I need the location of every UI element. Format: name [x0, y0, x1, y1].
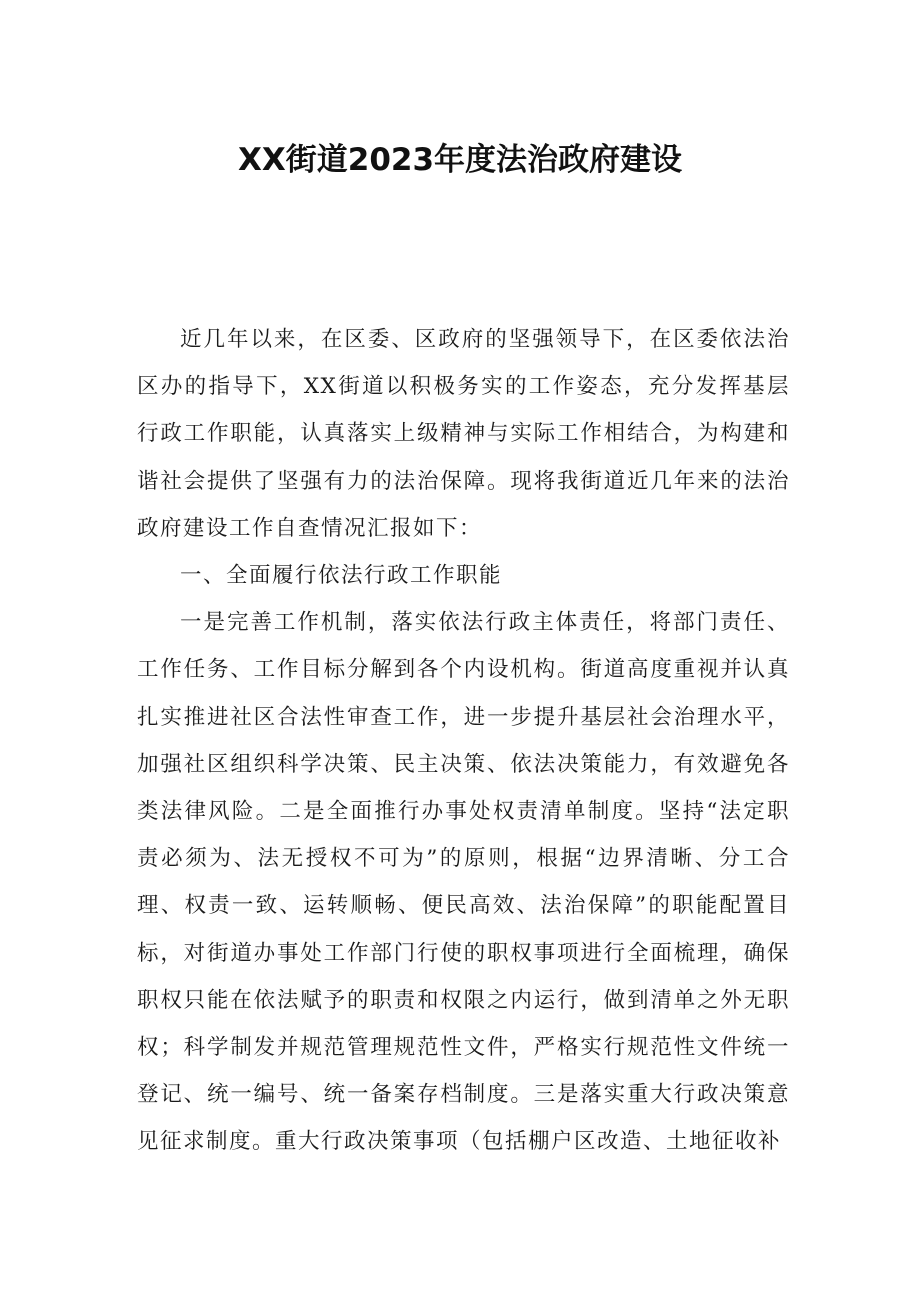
section-heading-1: 一、全面履行依法行政工作职能	[180, 563, 503, 589]
section-1-paragraph: 一是完善工作机制，落实依法行政主体责任，将部门责任、工作任务、工作目标分解到各个内设机构。街道高度重视并认真扎实推进社区合法性审查工作，进一步提升基层社会治理水平，加强社区组织科学决策、民主决策、依法决策能力，有效避免各类法律风险。二是全面推行办事处权责清单制度。坚持“法定职责必须为、法无授权不可为”的原则，根据“边界清晰、分工合理、权责一致、运转顺畅、便民高效、法治保障”的职能配置目标，对街道办事处工作部门行使的职权事项进行全面梳理，确保职权只能在依法赋予的职责和权限之内运行，做到清单之外无职权；科学制发并规范管理规范性文件，严格实行规范性文件统一登记、统一编号、统一备案存档制度。三是落实重大行政决策意见征求制度。重大行政决策事项（包括棚户区改造、土地征收补	[137, 610, 790, 1155]
intro-paragraph: 近几年以来，在区委、区政府的坚强领导下，在区委依法治区办的指导下，XX街道以积极务实的工作姿态，充分发挥基层行政工作职能，认真落实上级精神与实际工作相结合，为构建和谐社会提供了坚强有力的法治保障。现将我街道近几年来的法治政府建设工作自查情况汇报如下：	[137, 327, 790, 541]
document-title: XX街道2023年度法治政府建设	[237, 142, 683, 178]
document-body	[137, 316, 790, 1166]
